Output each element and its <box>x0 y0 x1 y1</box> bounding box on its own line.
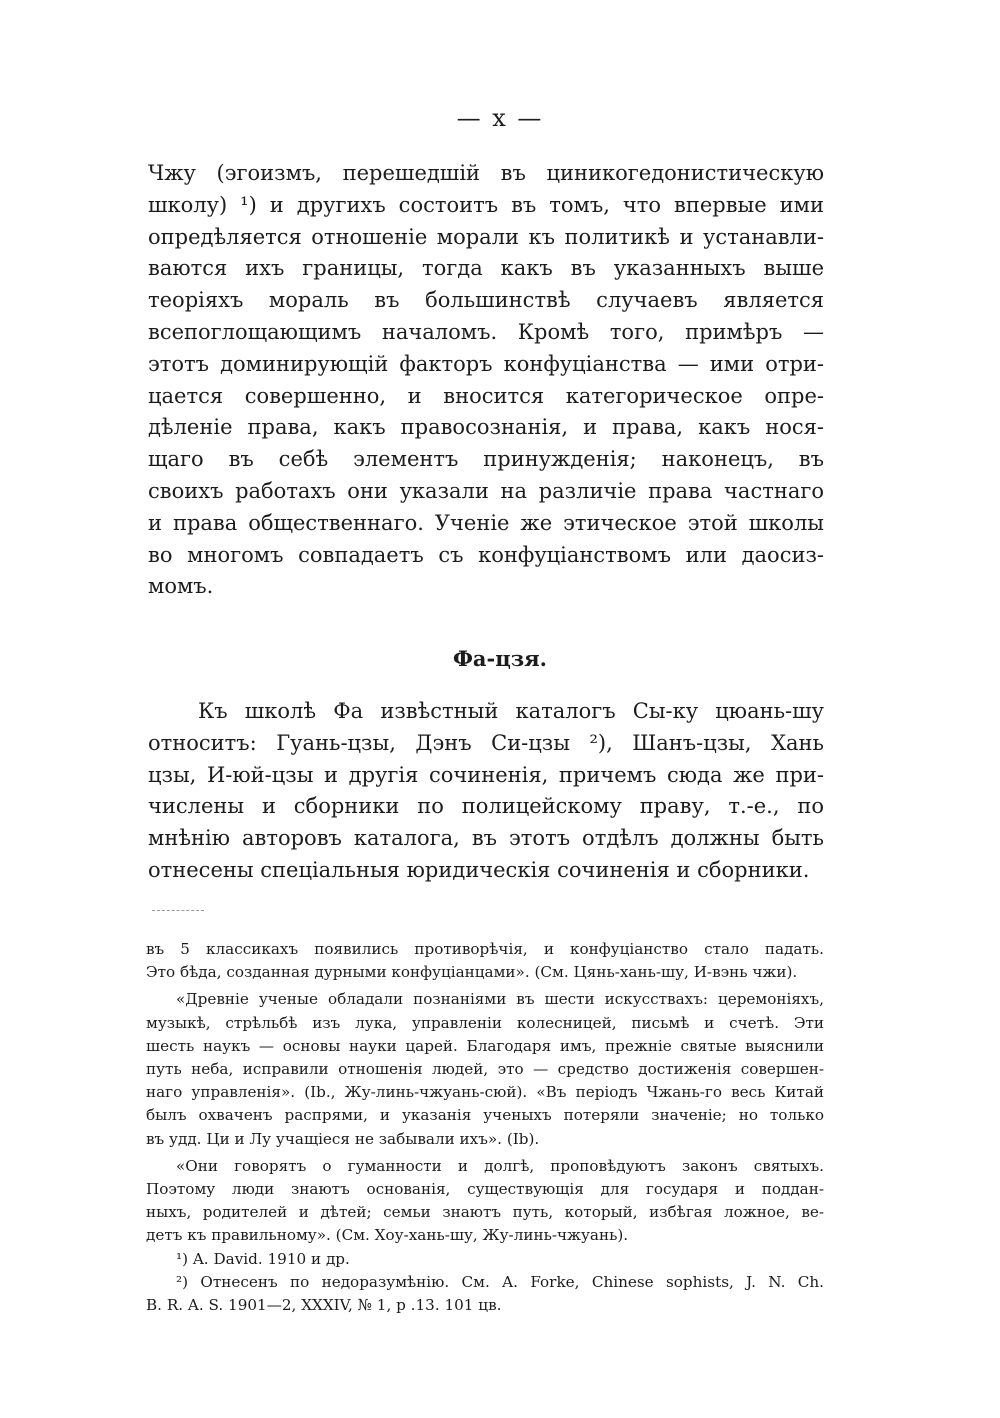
text-line: мнѣнію авторовъ каталога, въ этотъ отдѣлъ должны быть <box>148 826 824 851</box>
text-line: опредѣляется отношеніе морали къ политикѣ и устанавли- <box>148 224 824 249</box>
footnote-line: былъ охваченъ распрями, и указанія ученыхъ потеряли значеніе; но только <box>146 1106 824 1125</box>
footnote-line: «Они говорятъ о гуманности и долгѣ, проповѣдуютъ законъ святыхъ. <box>176 1156 824 1175</box>
text-line: момъ. <box>148 574 214 599</box>
text-line: теоріяхъ мораль въ большинствѣ случаевъ является <box>148 288 824 313</box>
footnote-2: ²) Отнесенъ по недоразумѣнію. См. A. Forke, Chinese sophists, J. N. Ch. <box>176 1272 824 1291</box>
text-line: этотъ доминирующій факторъ конфуціанства — ими отри- <box>148 351 824 376</box>
text-line: цается совершенно, и вносится категорическое опре- <box>148 383 824 408</box>
page-number: — x — <box>456 104 544 132</box>
text-line: и права общественнаго. Ученіе же этическое этой школы <box>148 510 824 535</box>
footnote-line: шесть наукъ — основы науки царей. Благодаря имъ, прежніе святые выяснили <box>146 1036 824 1055</box>
footnote-line: въ удд. Ци и Лу учащіеся не забывали ихъ». (Ib). <box>146 1129 540 1148</box>
text-line: цзы, И-юй-цзы и другія сочиненія, причемъ сюда же при- <box>148 762 824 787</box>
text-line: ваются ихъ границы, тогда какъ въ указанныхъ выше <box>148 256 824 281</box>
footnote-1: ¹) A. David. 1910 и др. <box>176 1249 350 1268</box>
footnote-separator <box>152 910 204 911</box>
text-line: числены и сборники по полицейскому праву, т.-е., по <box>148 794 824 819</box>
footnote-line: въ 5 классикахъ появились противорѣчія, и конфуціанство стало падать. <box>146 940 824 958</box>
footnote-line: «Древніе ученые обладали познаніями въ шести искусствахъ: церемоніяхъ, <box>176 990 824 1009</box>
footnote-line: Поэтому люди знаютъ основанія, существующія для государя и поддан- <box>146 1180 824 1199</box>
text-line: во многомъ совпадаетъ съ конфуціанствомъ или даосиз- <box>148 542 824 567</box>
footnote-line: детъ къ правильному». (См. Хоу-хань-шу, Жу-линь-чжуань). <box>146 1226 629 1245</box>
text-line: дѣленіе права, какъ правосознанія, и права, какъ нося- <box>148 415 824 440</box>
footnote-line: ныхъ, родителей и дѣтей; семьи знаютъ путь, который, избѣгая ложное, ве- <box>146 1203 824 1222</box>
text-line: всепоглощающимъ началомъ. Кромѣ того, примѣръ — <box>148 319 824 344</box>
footnote-2-cont: B. R. A. S. 1901—2, XXXIV, № 1, p .13. 101 цв. <box>146 1296 502 1315</box>
text-line: отнесены спеціальныя юридическія сочиненія и сборники. <box>148 857 810 882</box>
text-line: своихъ работахъ они указали на различіе права частнаго <box>148 478 824 503</box>
footnote-line: наго управленія». (Ib., Жу-линь-чжуань-сюй). «Въ періодъ Чжань-го весь Китай <box>146 1083 824 1102</box>
text-line: относитъ: Гуань-цзы, Дэнъ Си-цзы ²), Шанъ-цзы, Хань <box>148 730 824 755</box>
footnote-line: путь неба, исправили отношенія людей, это — средство достиженія совершен- <box>146 1060 824 1079</box>
text-line: щаго въ себѣ элементъ принужденія; наконецъ, въ <box>148 447 824 472</box>
footnotes <box>146 938 824 1317</box>
section-heading: Фа-цзя. <box>453 646 547 671</box>
text-line: Къ школѣ Фа извѣстный каталогъ Сы-ку цюань-шу <box>198 699 824 723</box>
section-1-text <box>148 158 824 603</box>
text-line: школу) ¹) и другихъ состоитъ въ томъ, что впервые ими <box>148 192 824 217</box>
text-line: Чжу (эгоизмъ, перешедшій въ циникогедонистическую <box>148 161 824 185</box>
section-2-text <box>148 696 824 887</box>
footnote-line: музыкѣ, стрѣльбѣ изъ лука, управленіи колесницей, письмѣ и счетѣ. Эти <box>146 1013 824 1032</box>
footnote-line: Это бѣда, созданная дурными конфуціанцами». (См. Цянь-хань-шу, И-вэнь чжи). <box>146 963 798 982</box>
